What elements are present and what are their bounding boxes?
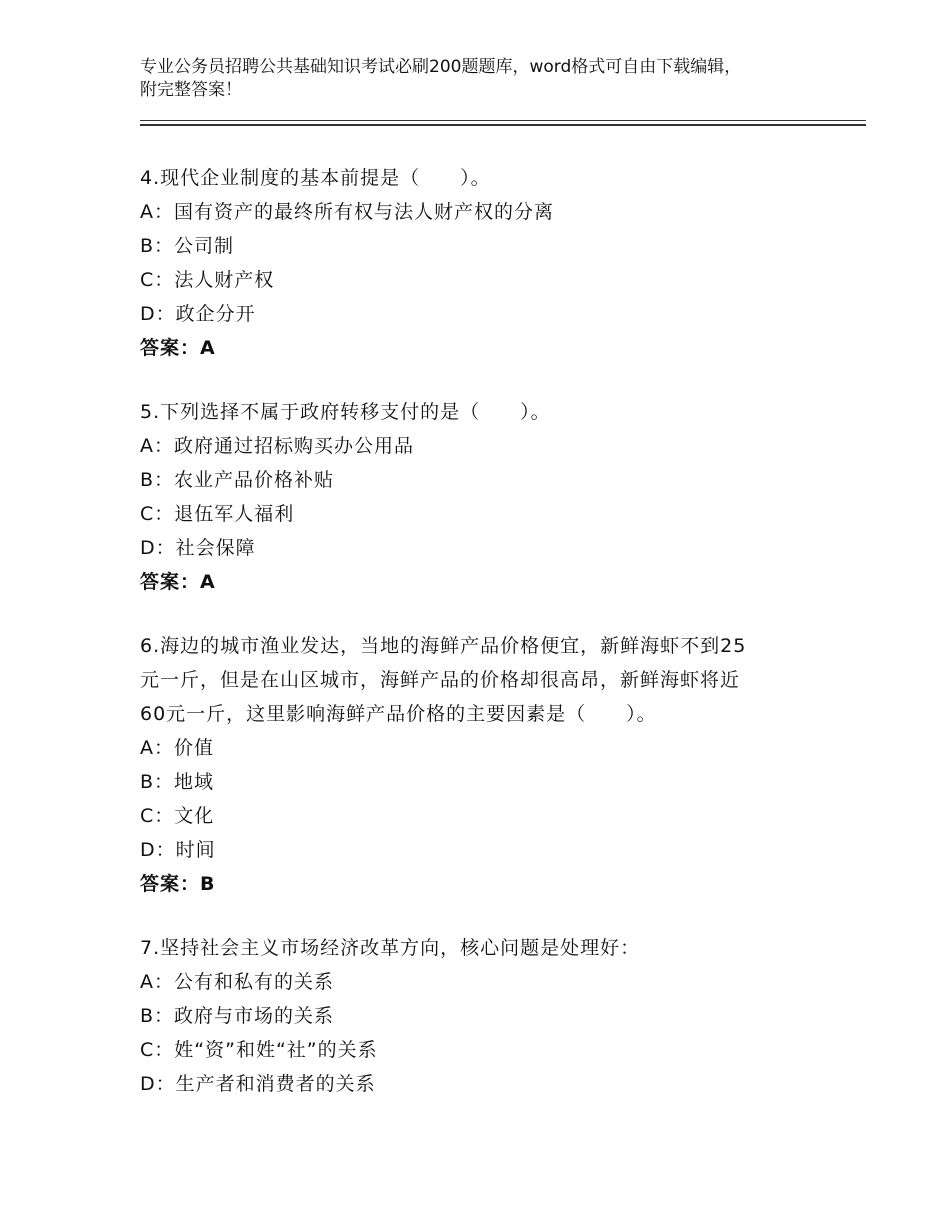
option-c: C：退伍军人福利 [140,503,295,525]
answer-label: 答案： [140,337,201,359]
answer-line [140,331,820,365]
question-6 [140,629,820,901]
answer-value: A [200,337,216,359]
question-5 [140,395,820,599]
header-divider-lower [140,125,866,126]
option-d: D：生产者和消费者的关系 [140,1073,376,1095]
option-b: B：农业产品价格补贴 [140,469,335,491]
answer-value: B [200,873,216,895]
option-c: C：姓“资”和姓“社”的关系 [140,1039,378,1061]
question-stem-line-3: 60元一斤，这里影响海鲜产品价格的主要因素是（ ）。 [140,703,657,725]
question-stem-line-2: 元一斤，但是在山区城市，海鲜产品的价格却很高昂，新鲜海虾将近 [140,669,741,691]
option-b: B：公司制 [140,235,235,257]
question-list [140,161,820,1131]
question-7 [140,931,820,1101]
option-a: A：国有资产的最终所有权与法人财产权的分离 [140,201,554,223]
option-d: D：时间 [140,839,216,861]
question-4 [140,161,820,365]
answer-label: 答案： [140,571,201,593]
question-stem: 4.现代企业制度的基本前提是（ ）。 [140,167,491,189]
option-c: C：文化 [140,805,215,827]
question-stem-line-1: 6.海边的城市渔业发达，当地的海鲜产品价格便宜，新鲜海虾不到25 [140,635,747,657]
answer-label: 答案： [140,873,201,895]
document-header [140,56,820,102]
option-b: B：地域 [140,771,215,793]
option-d: D：政企分开 [140,303,256,325]
answer-line [140,565,820,599]
option-c: C：法人财产权 [140,269,275,291]
option-b: B：政府与市场的关系 [140,1005,335,1027]
question-stem: 5.下列选择不属于政府转移支付的是（ ）。 [140,401,551,423]
header-line-1: 专业公务员招聘公共基础知识考试必刷200题题库，word格式可自由下载编辑， [140,57,742,77]
question-stem: 7.坚持社会主义市场经济改革方向，核心问题是处理好： [140,937,641,959]
answer-value: A [200,571,216,593]
option-a: A：政府通过招标购买办公用品 [140,435,414,457]
option-d: D：社会保障 [140,537,256,559]
answer-line [140,867,820,901]
option-a: A：价值 [140,737,214,759]
option-a: A：公有和私有的关系 [140,971,334,993]
header-line-2: 附完整答案！ [140,80,242,100]
